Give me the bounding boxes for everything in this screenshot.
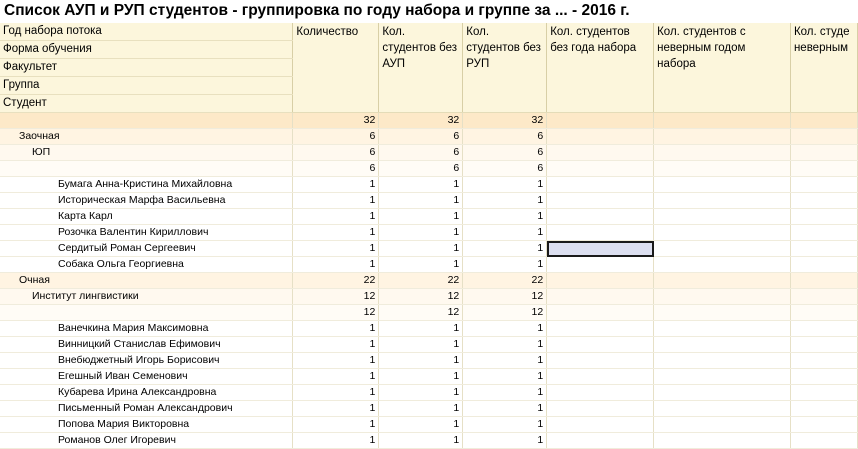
value-cell[interactable] <box>790 161 857 177</box>
value-cell[interactable] <box>547 161 654 177</box>
value-cell[interactable]: 12 <box>379 305 463 321</box>
value-cell[interactable] <box>654 257 791 273</box>
table-row[interactable] <box>0 353 858 369</box>
row-label: Собака Ольга Георгиевна <box>0 257 293 273</box>
value-cell[interactable] <box>790 305 857 321</box>
value-cell[interactable] <box>790 401 857 417</box>
value-cell[interactable] <box>654 417 791 433</box>
value-cell[interactable]: 1 <box>463 225 547 241</box>
value-cell[interactable] <box>654 337 791 353</box>
value-cell[interactable]: 1 <box>293 353 379 369</box>
value-cell[interactable]: 1 <box>463 369 547 385</box>
table-row[interactable] <box>0 129 858 145</box>
column-header[interactable]: Кол. студе неверным <box>790 23 857 113</box>
table-row[interactable] <box>0 113 858 129</box>
value-cell[interactable]: 32 <box>379 113 463 129</box>
row-label <box>0 161 293 177</box>
value-cell[interactable] <box>790 417 857 433</box>
value-cell[interactable] <box>654 161 791 177</box>
value-cell[interactable]: 1 <box>379 353 463 369</box>
value-cell[interactable]: 1 <box>293 417 379 433</box>
value-cell[interactable]: 1 <box>379 337 463 353</box>
value-cell[interactable]: 1 <box>379 209 463 225</box>
row-label: Ванечкина Мария Максимовна <box>0 321 293 337</box>
table-row[interactable] <box>0 257 858 273</box>
value-cell[interactable]: 22 <box>379 273 463 289</box>
value-cell[interactable] <box>654 385 791 401</box>
value-cell[interactable] <box>790 289 857 305</box>
value-cell[interactable] <box>654 433 791 449</box>
grid-header <box>0 23 858 113</box>
value-cell[interactable]: 1 <box>293 369 379 385</box>
header-row-label: Год набора потока <box>0 23 293 41</box>
value-cell[interactable] <box>654 353 791 369</box>
value-cell[interactable] <box>790 177 857 193</box>
value-cell[interactable] <box>547 385 654 401</box>
value-cell[interactable]: 1 <box>379 193 463 209</box>
value-cell[interactable] <box>547 241 654 257</box>
value-cell[interactable]: 1 <box>379 385 463 401</box>
value-cell[interactable] <box>790 433 857 449</box>
value-cell[interactable]: 1 <box>293 385 379 401</box>
value-cell[interactable] <box>654 289 791 305</box>
value-cell[interactable] <box>790 353 857 369</box>
row-label: ЮП <box>0 145 293 161</box>
value-cell[interactable] <box>790 113 857 129</box>
table-row[interactable] <box>0 369 858 385</box>
value-cell[interactable]: 12 <box>293 305 379 321</box>
value-cell[interactable] <box>654 369 791 385</box>
table-row[interactable] <box>0 401 858 417</box>
value-cell[interactable] <box>654 241 791 257</box>
value-cell[interactable] <box>547 113 654 129</box>
column-header[interactable]: Кол. студентов без РУП <box>463 23 547 113</box>
value-cell[interactable] <box>654 145 791 161</box>
value-cell[interactable] <box>790 321 857 337</box>
row-label: Егешный Иван Семенович <box>0 369 293 385</box>
value-cell[interactable]: 32 <box>463 113 547 129</box>
value-cell[interactable]: 1 <box>463 353 547 369</box>
row-label: Бумага Анна-Кристина Михайловна <box>0 177 293 193</box>
value-cell[interactable]: 1 <box>463 193 547 209</box>
value-cell[interactable] <box>547 177 654 193</box>
value-cell[interactable]: 1 <box>463 433 547 449</box>
column-header[interactable]: Кол. студентов без АУП <box>379 23 463 113</box>
value-cell[interactable]: 6 <box>379 145 463 161</box>
value-cell[interactable]: 6 <box>463 161 547 177</box>
value-cell[interactable] <box>654 177 791 193</box>
value-cell[interactable]: 1 <box>379 369 463 385</box>
table-row[interactable] <box>0 145 858 161</box>
value-cell[interactable] <box>790 257 857 273</box>
row-label: Сердитый Роман Сергеевич <box>0 241 293 257</box>
value-cell[interactable]: 6 <box>293 145 379 161</box>
value-cell[interactable] <box>547 401 654 417</box>
value-cell[interactable] <box>790 337 857 353</box>
header-row-label: Студент <box>0 95 293 113</box>
table-row[interactable] <box>0 225 858 241</box>
value-cell[interactable] <box>547 225 654 241</box>
value-cell[interactable]: 12 <box>463 289 547 305</box>
value-cell[interactable]: 1 <box>293 225 379 241</box>
value-cell[interactable] <box>547 145 654 161</box>
row-label: Письменный Роман Александрович <box>0 401 293 417</box>
value-cell[interactable] <box>547 305 654 321</box>
value-cell[interactable]: 1 <box>379 433 463 449</box>
row-label: Карта Карл <box>0 209 293 225</box>
value-cell[interactable]: 1 <box>463 337 547 353</box>
column-header[interactable]: Количество <box>293 23 379 113</box>
grid-body <box>0 113 858 449</box>
value-cell[interactable] <box>547 209 654 225</box>
value-cell[interactable] <box>547 337 654 353</box>
value-cell[interactable]: 6 <box>379 161 463 177</box>
column-header[interactable]: Кол. студентов без года набора <box>547 23 654 113</box>
value-cell[interactable]: 1 <box>379 177 463 193</box>
value-cell[interactable] <box>547 369 654 385</box>
table-row[interactable] <box>0 161 858 177</box>
row-label <box>0 305 293 321</box>
table-row[interactable] <box>0 209 858 225</box>
row-label <box>0 113 293 129</box>
value-cell[interactable] <box>654 209 791 225</box>
table-row[interactable] <box>0 273 858 289</box>
value-cell[interactable] <box>547 273 654 289</box>
table-row[interactable] <box>0 177 858 193</box>
value-cell[interactable]: 6 <box>293 129 379 145</box>
report-grid <box>0 23 858 449</box>
value-cell[interactable] <box>790 241 857 257</box>
value-cell[interactable] <box>654 193 791 209</box>
value-cell[interactable]: 6 <box>463 129 547 145</box>
row-label: Институт лингвистики <box>0 289 293 305</box>
value-cell[interactable] <box>547 353 654 369</box>
value-cell[interactable] <box>790 129 857 145</box>
value-cell[interactable] <box>547 417 654 433</box>
row-label: Внебюджетный Игорь Борисович <box>0 353 293 369</box>
value-cell[interactable]: 6 <box>379 129 463 145</box>
value-cell[interactable]: 1 <box>463 209 547 225</box>
value-cell[interactable] <box>547 433 654 449</box>
row-label: Попова Мария Викторовна <box>0 417 293 433</box>
value-cell[interactable] <box>547 257 654 273</box>
table-row[interactable] <box>0 337 858 353</box>
value-cell[interactable] <box>790 369 857 385</box>
row-label: Кубарева Ирина Александровна <box>0 385 293 401</box>
value-cell[interactable]: 1 <box>293 337 379 353</box>
table-row[interactable] <box>0 241 858 257</box>
value-cell[interactable]: 1 <box>293 241 379 257</box>
value-cell[interactable]: 1 <box>293 209 379 225</box>
value-cell[interactable]: 1 <box>293 257 379 273</box>
row-label: Очная <box>0 273 293 289</box>
value-cell[interactable]: 22 <box>463 273 547 289</box>
value-cell[interactable] <box>654 305 791 321</box>
value-cell[interactable] <box>790 225 857 241</box>
value-cell[interactable] <box>547 193 654 209</box>
value-cell[interactable]: 1 <box>293 433 379 449</box>
header-row-label: Группа <box>0 77 293 95</box>
row-label: Заочная <box>0 129 293 145</box>
value-cell[interactable] <box>654 321 791 337</box>
value-cell[interactable]: 1 <box>463 241 547 257</box>
value-cell[interactable]: 1 <box>293 193 379 209</box>
table-row[interactable] <box>0 193 858 209</box>
table-row[interactable] <box>0 385 858 401</box>
value-cell[interactable]: 1 <box>463 385 547 401</box>
value-cell[interactable]: 1 <box>293 321 379 337</box>
table-row[interactable] <box>0 305 858 321</box>
value-cell[interactable]: 1 <box>293 177 379 193</box>
value-cell[interactable] <box>654 225 791 241</box>
value-cell[interactable] <box>790 273 857 289</box>
value-cell[interactable] <box>790 193 857 209</box>
value-cell[interactable] <box>547 289 654 305</box>
value-cell[interactable]: 1 <box>379 257 463 273</box>
value-cell[interactable]: 1 <box>293 401 379 417</box>
value-cell[interactable] <box>654 273 791 289</box>
value-cell[interactable]: 6 <box>463 145 547 161</box>
row-label: Романов Олег Игоревич <box>0 433 293 449</box>
row-label: Винницкий Станислав Ефимович <box>0 337 293 353</box>
value-cell[interactable]: 1 <box>463 321 547 337</box>
value-cell[interactable]: 1 <box>379 321 463 337</box>
value-cell[interactable] <box>790 385 857 401</box>
value-cell[interactable]: 1 <box>463 257 547 273</box>
table-row[interactable] <box>0 417 858 433</box>
value-cell[interactable]: 22 <box>293 273 379 289</box>
value-cell[interactable]: 6 <box>293 161 379 177</box>
value-cell[interactable]: 12 <box>379 289 463 305</box>
row-label: Историческая Марфа Васильевна <box>0 193 293 209</box>
table-row[interactable] <box>0 321 858 337</box>
value-cell[interactable] <box>654 129 791 145</box>
report-title: Список АУП и РУП студентов - группировка по году набора и группе за ... - 2016 г. <box>4 2 630 19</box>
value-cell[interactable]: 12 <box>293 289 379 305</box>
value-cell[interactable]: 1 <box>463 177 547 193</box>
column-header[interactable]: Кол. студентов с неверным годом набора <box>654 23 791 113</box>
row-label: Розочка Валентин Кириллович <box>0 225 293 241</box>
value-cell[interactable]: 1 <box>379 417 463 433</box>
value-cell[interactable] <box>547 321 654 337</box>
table-row[interactable] <box>0 289 858 305</box>
value-cell[interactable]: 1 <box>379 401 463 417</box>
value-cell[interactable] <box>547 129 654 145</box>
value-cell[interactable]: 1 <box>379 241 463 257</box>
table-row[interactable] <box>0 433 858 449</box>
value-cell[interactable]: 1 <box>463 401 547 417</box>
header-row-label: Форма обучения <box>0 41 293 59</box>
value-cell[interactable] <box>790 145 857 161</box>
value-cell[interactable] <box>654 401 791 417</box>
value-cell[interactable] <box>654 113 791 129</box>
value-cell[interactable]: 1 <box>379 225 463 241</box>
value-cell[interactable]: 12 <box>463 305 547 321</box>
value-cell[interactable]: 1 <box>463 417 547 433</box>
value-cell[interactable]: 32 <box>293 113 379 129</box>
value-cell[interactable] <box>790 209 857 225</box>
header-row-label: Факультет <box>0 59 293 77</box>
